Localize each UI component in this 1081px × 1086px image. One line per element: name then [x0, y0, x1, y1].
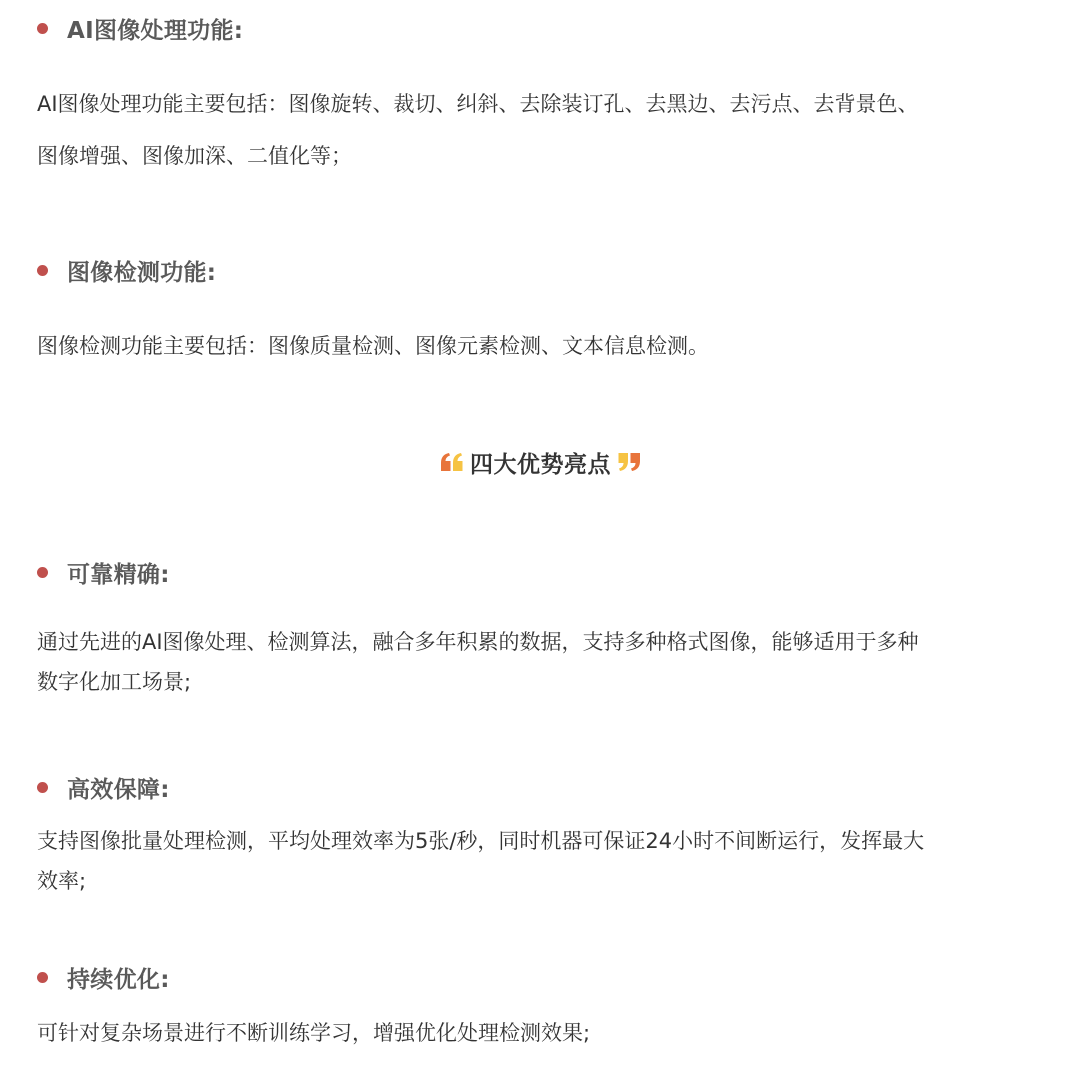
paragraph-line: 通过先进的AI图像处理、检测算法，融合多年积累的数据，支持多种格式图像，能够适用于多种 — [37, 630, 919, 654]
paragraph-line: 效率; — [37, 869, 87, 893]
paragraph-efficient-guarantee — [37, 821, 1057, 901]
bullet-icon — [37, 23, 48, 34]
paragraph-continuous-optimization — [37, 1013, 1057, 1053]
section-heading-continuous-optimization — [36, 960, 170, 994]
close-quote-mark-left — [619, 453, 629, 471]
paragraph-line: 数字化加工场景; — [37, 670, 192, 694]
paragraph-image-detection — [37, 326, 1057, 366]
open-quote-mark-left — [441, 453, 451, 471]
close-quote-icon — [617, 452, 641, 472]
section-heading-efficient-guarantee — [36, 770, 170, 804]
paragraph-line: 支持图像批量处理检测，平均处理效率为5张/秒，同时机器可保证24小时不间断运行，发挥最大 — [37, 829, 925, 853]
heading-text: AI图像处理功能: — [67, 17, 244, 44]
bullet-icon — [37, 972, 48, 983]
section-heading-image-detection — [36, 253, 216, 287]
center-title — [0, 443, 1081, 481]
center-title-text: 四大优势亮点 — [470, 451, 611, 478]
paragraph-line: 可针对复杂场景进行不断训练学习，增强优化处理检测效果; — [37, 1021, 591, 1045]
open-quote-icon — [440, 452, 464, 472]
section-heading-ai-image-processing — [36, 11, 243, 45]
paragraph-line: 图像增强、图像加深、二值化等； — [37, 144, 352, 168]
section-heading-reliable-accurate — [36, 555, 170, 589]
bullet-icon — [37, 567, 48, 578]
heading-text: 可靠精确: — [67, 561, 170, 588]
close-quote-mark-right — [631, 453, 641, 471]
heading-text: 高效保障: — [67, 776, 170, 803]
paragraph-line: 图像检测功能主要包括：图像质量检测、图像元素检测、文本信息检测。 — [37, 334, 709, 358]
bullet-icon — [37, 782, 48, 793]
paragraph-line: AI图像处理功能主要包括：图像旋转、裁切、纠斜、去除装订孔、去黑边、去污点、去背景色、 — [37, 92, 919, 116]
paragraph-ai-image-processing — [37, 78, 1057, 182]
bullet-icon — [37, 265, 48, 276]
heading-text: 持续优化: — [67, 966, 170, 993]
heading-text: 图像检测功能: — [67, 259, 217, 286]
open-quote-mark-right — [453, 453, 463, 471]
paragraph-reliable-accurate — [37, 622, 1057, 702]
